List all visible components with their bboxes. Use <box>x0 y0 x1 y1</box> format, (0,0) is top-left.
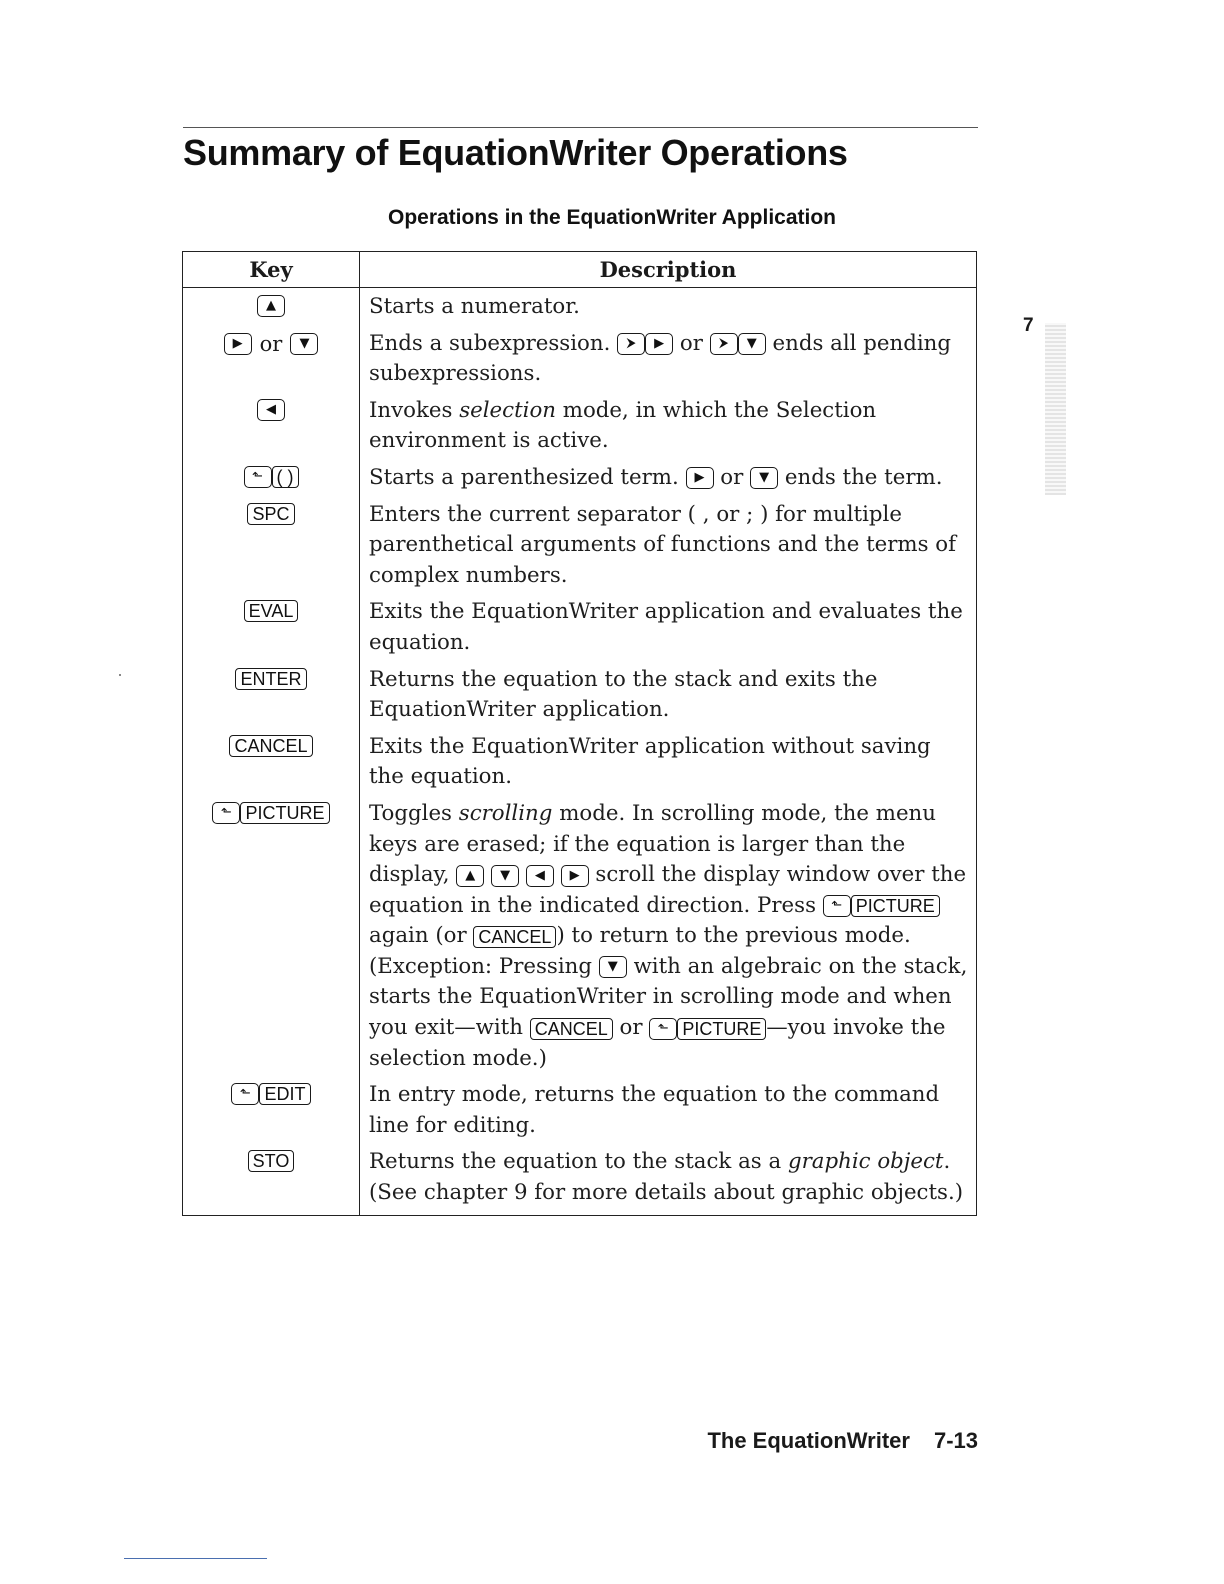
key-cell <box>183 1076 360 1143</box>
top-rule <box>183 127 978 128</box>
description-text: Enters the current separator ( <box>369 501 696 527</box>
description-text: Returns the equation to the stack as a <box>369 1149 782 1175</box>
description-text: with an algebraic on the stack, starts the EquationWriter in scrolling mode and when you exit—with <box>369 953 968 1041</box>
down-arrow-key-icon: ▼ <box>738 333 766 355</box>
description-text: again (or <box>369 923 467 949</box>
key-cell <box>183 728 360 795</box>
cancel-key: CANCEL <box>473 926 556 948</box>
description-text: scroll the display window over the equation in the indicated direction. Press <box>369 862 967 918</box>
description-cell <box>360 1143 977 1215</box>
right-arrow-key-icon: ▶ <box>561 865 589 887</box>
key-cell <box>183 325 360 392</box>
spc-key: SPC <box>247 503 294 525</box>
table-row <box>183 325 977 392</box>
key-cell <box>183 593 360 660</box>
description-text: Starts a parenthesized term. <box>369 464 679 490</box>
table-row <box>183 392 977 459</box>
footer-section-title: The EquationWriter <box>707 1428 910 1453</box>
table-row <box>183 1076 977 1143</box>
picture-key: PICTURE <box>851 895 940 917</box>
description-text: ends all pending subexpressions. <box>369 330 951 387</box>
page-number: 7-13 <box>933 1428 978 1453</box>
enter-key: ENTER <box>235 668 306 690</box>
parentheses-key: ( ) <box>272 466 299 488</box>
description-text: Returns the equation to the stack and exits the EquationWriter application. <box>369 666 878 723</box>
chapter-marker: 7 <box>1023 315 1034 336</box>
sto-key: STO <box>248 1150 295 1172</box>
or-text: or <box>716 501 740 527</box>
description-text: Invokes <box>369 397 453 423</box>
description-text: ) for multiple parenthetical arguments of functions and the terms of complex numbers. <box>369 501 957 588</box>
key-cell <box>183 288 360 325</box>
edit-key: EDIT <box>259 1083 310 1105</box>
emphasis-text: graphic object <box>787 1149 944 1175</box>
or-text: or <box>619 1015 643 1041</box>
key-cell <box>183 795 360 1076</box>
emphasis-text: selection <box>459 397 556 423</box>
left-shift-key-icon: ⬑ <box>823 895 851 917</box>
description-cell <box>360 795 977 1076</box>
left-arrow-key-icon: ◀ <box>257 399 285 421</box>
description-text: mode. In scrolling mode, the menu keys are erased; if the equation is larger than the display, <box>369 800 936 888</box>
description-text: ) to return to the previous mode. (Exception: Pressing <box>369 923 911 979</box>
picture-key: PICTURE <box>677 1018 766 1040</box>
description-cell <box>360 288 977 325</box>
description-cell <box>360 728 977 795</box>
table-header-row <box>183 252 977 288</box>
right-arrow-key-icon: ▶ <box>645 333 673 355</box>
description-text: —you invoke the selection mode.) <box>369 1015 946 1071</box>
down-arrow-key-icon: ▼ <box>750 467 778 489</box>
left-shift-key-icon: ⬑ <box>212 802 240 824</box>
semicolon-separator: ; <box>746 501 754 527</box>
up-arrow-key-icon: ▲ <box>257 295 285 317</box>
eval-key: EVAL <box>244 600 299 622</box>
comma-separator: , <box>702 501 710 527</box>
right-shift-key-icon: ⮞ <box>617 333 645 355</box>
page-title: Summary of EquationWriter Operations <box>183 132 848 173</box>
description-text: Exits the EquationWriter application and evaluates the equation. <box>369 599 963 655</box>
down-arrow-key-icon: ▼ <box>290 333 318 355</box>
description-cell <box>360 496 977 594</box>
or-text: or <box>259 331 283 356</box>
description-text: Exits the EquationWriter application without saving the equation. <box>369 733 931 790</box>
table-caption: Operations in the EquationWriter Application <box>387 206 837 229</box>
description-text: mode, in which the Selection environment is active. <box>369 397 877 454</box>
key-cell <box>183 392 360 459</box>
table-row <box>183 459 977 496</box>
description-text: Toggles <box>369 800 452 826</box>
cancel-key: CANCEL <box>229 735 312 757</box>
table-row <box>183 661 977 728</box>
left-shift-key-icon: ⬑ <box>231 1083 259 1105</box>
key-cell <box>183 496 360 594</box>
bottom-rule <box>124 1558 267 1559</box>
picture-key: PICTURE <box>240 802 329 824</box>
description-text: . (See chapter 9 for more details about graphic objects.) <box>369 1149 964 1206</box>
description-text: In entry mode, returns the equation to the command line for editing. <box>369 1082 940 1138</box>
table-row <box>183 1143 977 1215</box>
left-shift-key-icon: ⬑ <box>244 466 272 488</box>
description-cell <box>360 661 977 728</box>
stray-mark <box>119 674 121 676</box>
description-text: Ends a subexpression. <box>369 330 611 356</box>
key-cell <box>183 459 360 496</box>
table-row <box>183 288 977 325</box>
right-shift-key-icon: ⮞ <box>710 333 738 355</box>
left-shift-key-icon: ⬑ <box>649 1018 677 1040</box>
table-row <box>183 795 977 1076</box>
table-row <box>183 728 977 795</box>
right-arrow-key-icon: ▶ <box>686 467 714 489</box>
header-key: Key <box>183 252 360 288</box>
down-arrow-key-icon: ▼ <box>599 956 627 978</box>
or-text: or <box>720 464 744 490</box>
or-text: or <box>679 330 703 356</box>
left-arrow-key-icon: ◀ <box>526 865 554 887</box>
emphasis-text: scrolling <box>458 800 553 826</box>
description-cell <box>360 1076 977 1143</box>
description-text: Starts a numerator. <box>369 294 580 319</box>
table-row <box>183 496 977 594</box>
right-arrow-key-icon: ▶ <box>224 333 252 355</box>
description-text: ends the term. <box>784 464 943 490</box>
cancel-key: CANCEL <box>530 1018 613 1040</box>
key-cell <box>183 661 360 728</box>
page-footer <box>707 1428 978 1454</box>
description-cell <box>360 459 977 496</box>
description-cell <box>360 392 977 459</box>
table-row <box>183 593 977 660</box>
key-cell <box>183 1143 360 1215</box>
description-cell <box>360 593 977 660</box>
chapter-tab <box>1045 323 1066 495</box>
operations-table <box>182 251 977 1216</box>
description-cell <box>360 325 977 392</box>
down-arrow-key-icon: ▼ <box>491 865 519 887</box>
up-arrow-key-icon: ▲ <box>456 865 484 887</box>
header-description: Description <box>360 252 977 288</box>
